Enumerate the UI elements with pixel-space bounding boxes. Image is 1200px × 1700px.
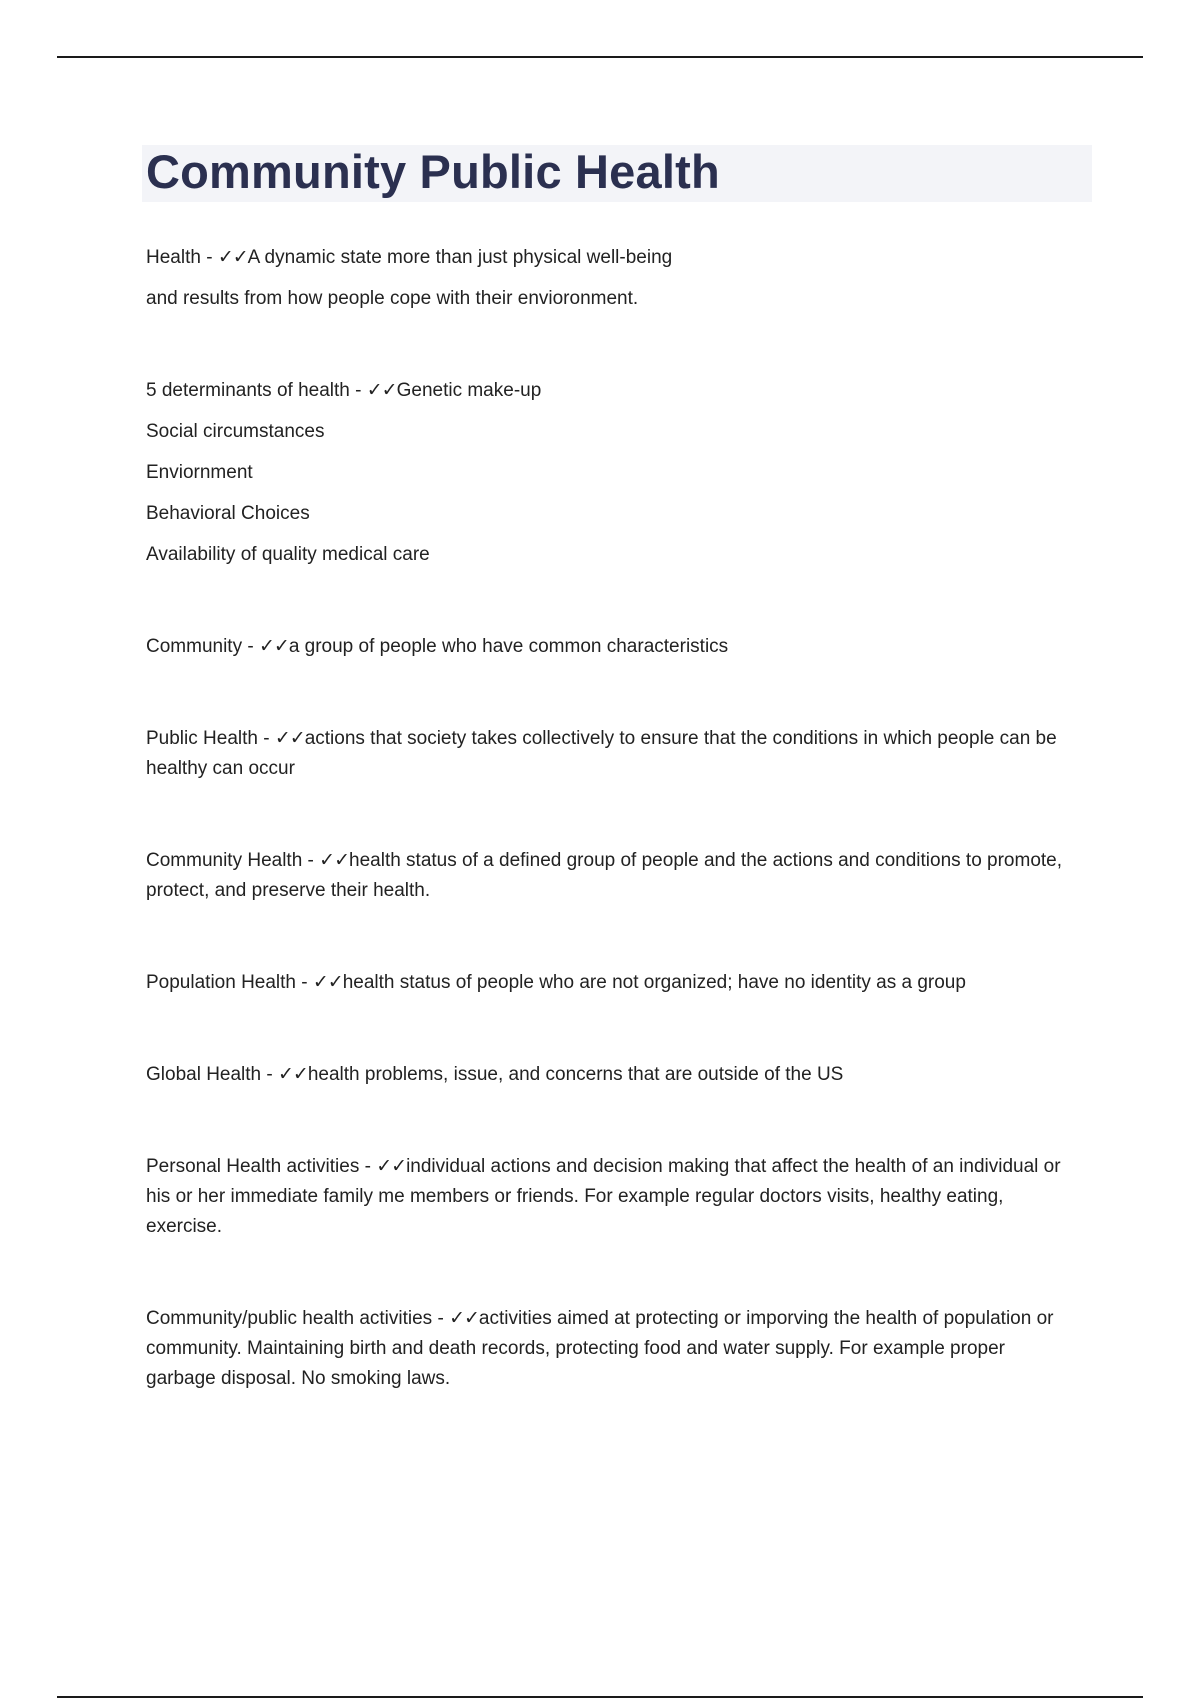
entry-community-health [146,846,1066,906]
entry-definition: a group of people who have common characteristics [288,636,729,657]
check-marks-icon: ✓✓ [319,850,350,871]
entry-definition: health status of people who are not organized; have no identity as a group [342,972,966,993]
entry-definition: A dynamic state more than just physical well-being [247,247,673,268]
separator: - [257,728,275,749]
entry-term: Public Health [146,728,258,749]
entry-term: Population Health [146,972,296,993]
entry-term: Global Health [146,1064,262,1085]
document-title: Community Public Health [146,145,720,198]
separator: - [200,247,218,268]
entry-personal-health-activities [146,1152,1066,1242]
check-marks-icon: ✓✓ [449,1308,479,1329]
entry-definition: health problems, issue, and concerns that are outside of the US [307,1064,844,1085]
entry-term: Personal Health activities [146,1156,360,1177]
separator: - [296,972,313,993]
entry-term: Community Health [146,850,303,871]
separator: - [359,1156,377,1177]
entry-definition: activities aimed at protecting or imporving the health of population or community. Maintaining birth and death records, protecting food and water supply. For example proper garbage disposal. No smoking laws. [146,1308,1054,1389]
entry-definition: individual actions and decision making that affect the health of an individual or his or her immediate family me members or friends. For example regular doctors visits, healthy eating, exercise. [146,1156,1061,1237]
entry-definition: actions that society takes collectively to ensure that the conditions in which people can be healthy can occur [146,728,1057,779]
entry-term: Community/public health activities [146,1308,433,1329]
entry-determinants [146,376,1066,570]
entry-global-health [146,1060,1066,1090]
separator: - [432,1308,450,1329]
separator: - [261,1064,279,1085]
check-marks-icon: ✓✓ [312,972,343,993]
entry-definition-line: and results from how people cope with their envioronment. [146,288,639,309]
entry-community-public-health-activities [146,1304,1066,1394]
determinant-item: Enviornment [146,462,253,483]
determinant-item: Behavioral Choices [146,503,310,524]
bottom-rule [57,1696,1143,1698]
entry-health [146,243,1066,314]
top-rule [57,56,1143,58]
separator: - [302,850,320,871]
entry-definition: health status of a defined group of people and the actions and conditions to promote, protect, and preserve their health. [146,850,1063,901]
entry-public-health [146,724,1066,784]
check-marks-icon: ✓✓ [376,1156,407,1177]
check-marks-icon: ✓✓ [258,636,289,657]
check-marks-icon: ✓✓ [278,1064,308,1085]
flashcard-list [146,243,1066,1394]
entry-term: Health [146,247,201,268]
entry-term: 5 determinants of health [146,380,350,401]
entry-definition: Genetic make-up [396,380,542,401]
entry-population-health [146,968,1066,998]
check-marks-icon: ✓✓ [217,247,248,268]
determinant-item: Social circumstances [146,421,325,442]
entry-term: Community [146,636,243,657]
separator: - [242,636,259,657]
check-marks-icon: ✓✓ [366,380,397,401]
determinant-item: Availability of quality medical care [146,544,430,565]
check-marks-icon: ✓✓ [274,728,305,749]
separator: - [349,380,367,401]
entry-community [146,632,1066,662]
